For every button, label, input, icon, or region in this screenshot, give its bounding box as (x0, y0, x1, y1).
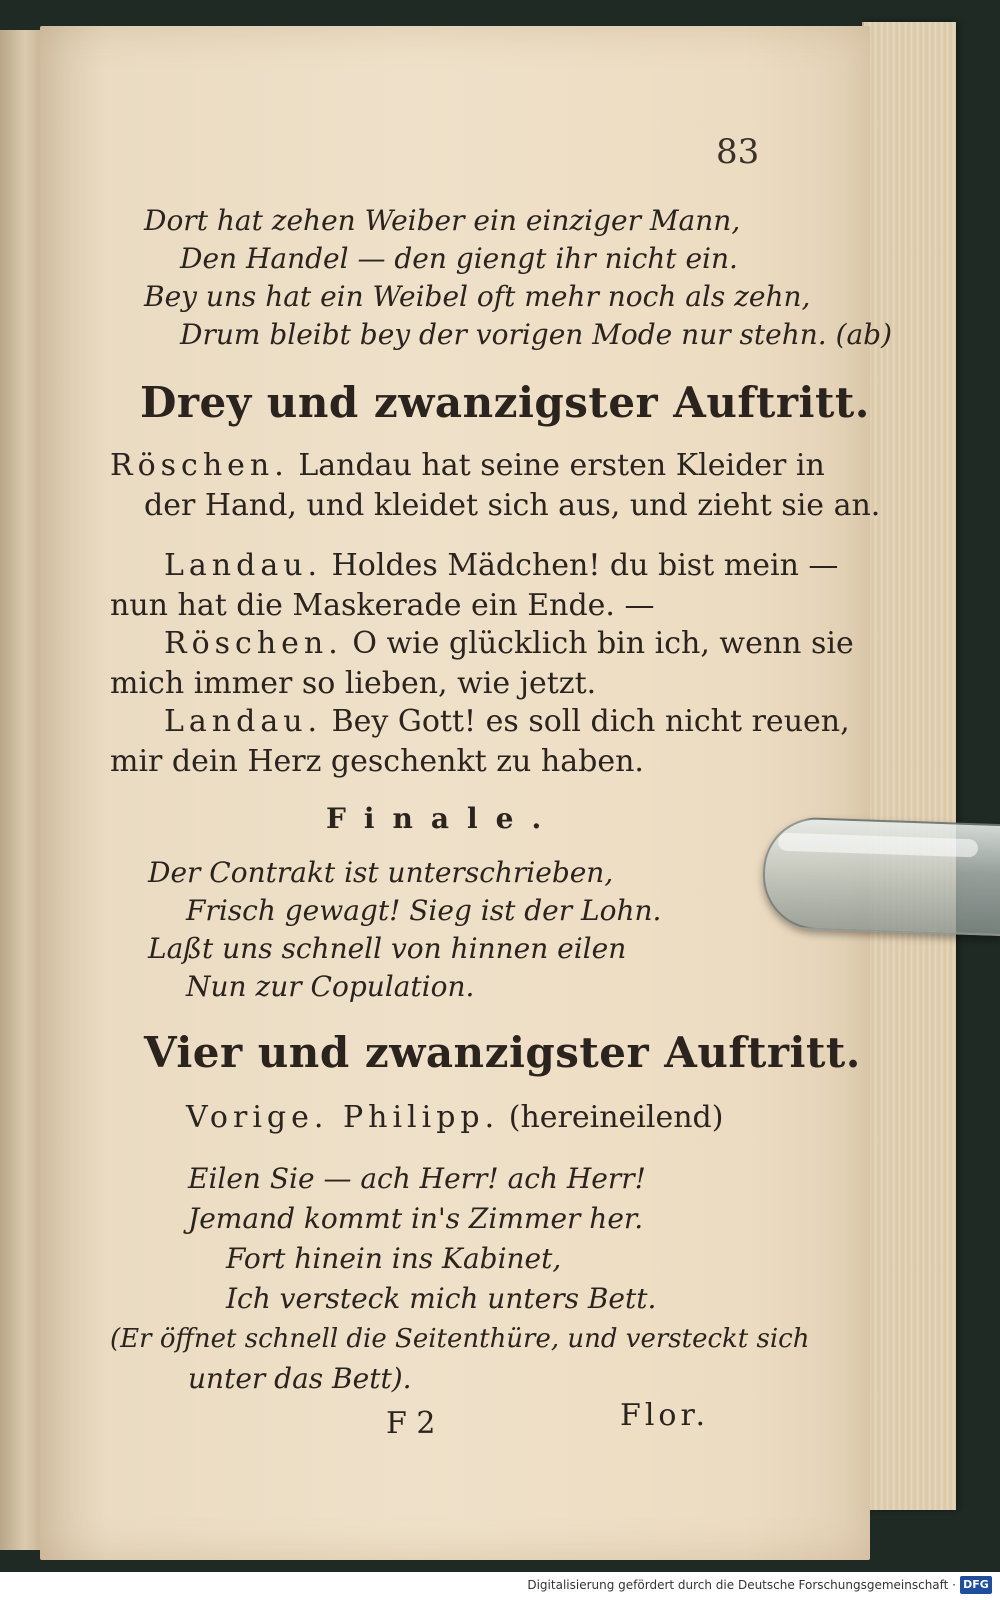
dialogue-line (164, 626, 854, 661)
verse-line: Frisch gewagt! Sieg ist der Lohn. (186, 894, 662, 927)
footer-credit: Digitalisierung gefördert durch die Deutsche Forschungsgemeinschaft · (527, 1578, 956, 1592)
signature-mark: F 2 (386, 1406, 436, 1441)
verse-line: Nun zur Copulation. (186, 970, 475, 1003)
scene-heading: Drey und zwanzigster Auftritt. (140, 378, 870, 427)
dialogue-line: mir dein Herz geschenkt zu haben. (110, 744, 644, 779)
speaker-name: Vorige. Philipp. (186, 1100, 500, 1135)
verse-line: Jemand kommt in's Zimmer her. (188, 1202, 644, 1235)
speaker-name: Landau. (164, 548, 323, 583)
stage-direction-line (186, 1100, 723, 1135)
verse-line: Laßt uns schnell von hinnen eilen (148, 932, 627, 965)
dialogue-line: nun hat die Maskerade ein Ende. — (110, 588, 655, 623)
verse-line: Den Handel — den giengt ihr nicht ein. (180, 242, 738, 275)
catchword: Flor. (620, 1398, 710, 1433)
page-stack-edge (862, 22, 956, 1510)
text-span: O wie glücklich bin ich, wenn sie (352, 626, 854, 661)
page-content (40, 26, 893, 1560)
footer-bar (0, 1572, 1000, 1600)
verse-line: Drum bleibt bey der vorigen Mode nur stehn. (ab) (180, 318, 893, 351)
verse-line: Dort hat zehen Weiber ein einziger Mann, (144, 204, 741, 237)
finale-heading: Finale. (326, 802, 560, 835)
text-span: Holdes Mädchen! du bist mein — (331, 548, 839, 583)
page-number: 83 (716, 132, 760, 172)
dialogue-line: mich immer so lieben, wie jetzt. (110, 666, 597, 701)
dialogue-line (164, 548, 838, 583)
dfg-logo: DFG (960, 1576, 992, 1594)
text-span: Bey Gott! es soll dich nicht reuen, (331, 704, 850, 739)
stage-direction-line: unter das Bett). (188, 1362, 412, 1395)
verse-line: Der Contrakt ist unterschrieben, (148, 856, 614, 889)
verse-line: Eilen Sie — ach Herr! ach Herr! (188, 1162, 646, 1195)
left-page-edge (0, 30, 44, 1550)
stage-direction-line (110, 448, 825, 483)
speaker-name: Röschen. (164, 626, 343, 661)
speaker-name: Röschen. (110, 448, 289, 483)
verse-line: Ich versteck mich unters Bett. (226, 1282, 657, 1315)
stage-direction-line: der Hand, und kleidet sich aus, und zieht sie an. (144, 488, 881, 523)
verse-line: Fort hinein ins Kabinet, (226, 1242, 562, 1275)
verse-line: Bey uns hat ein Weibel oft mehr noch als zehn, (144, 280, 811, 313)
stage-direction-line: (Er öffnet schnell die Seitenthüre, und versteckt sich (110, 1324, 810, 1354)
text-span: (hereineilend) (508, 1100, 724, 1135)
dialogue-line (164, 704, 850, 739)
speaker-name: Landau. (164, 704, 323, 739)
text-span: Landau hat seine ersten Kleider in (298, 448, 825, 483)
scene-heading: Vier und zwanzigster Auftritt. (144, 1028, 861, 1077)
